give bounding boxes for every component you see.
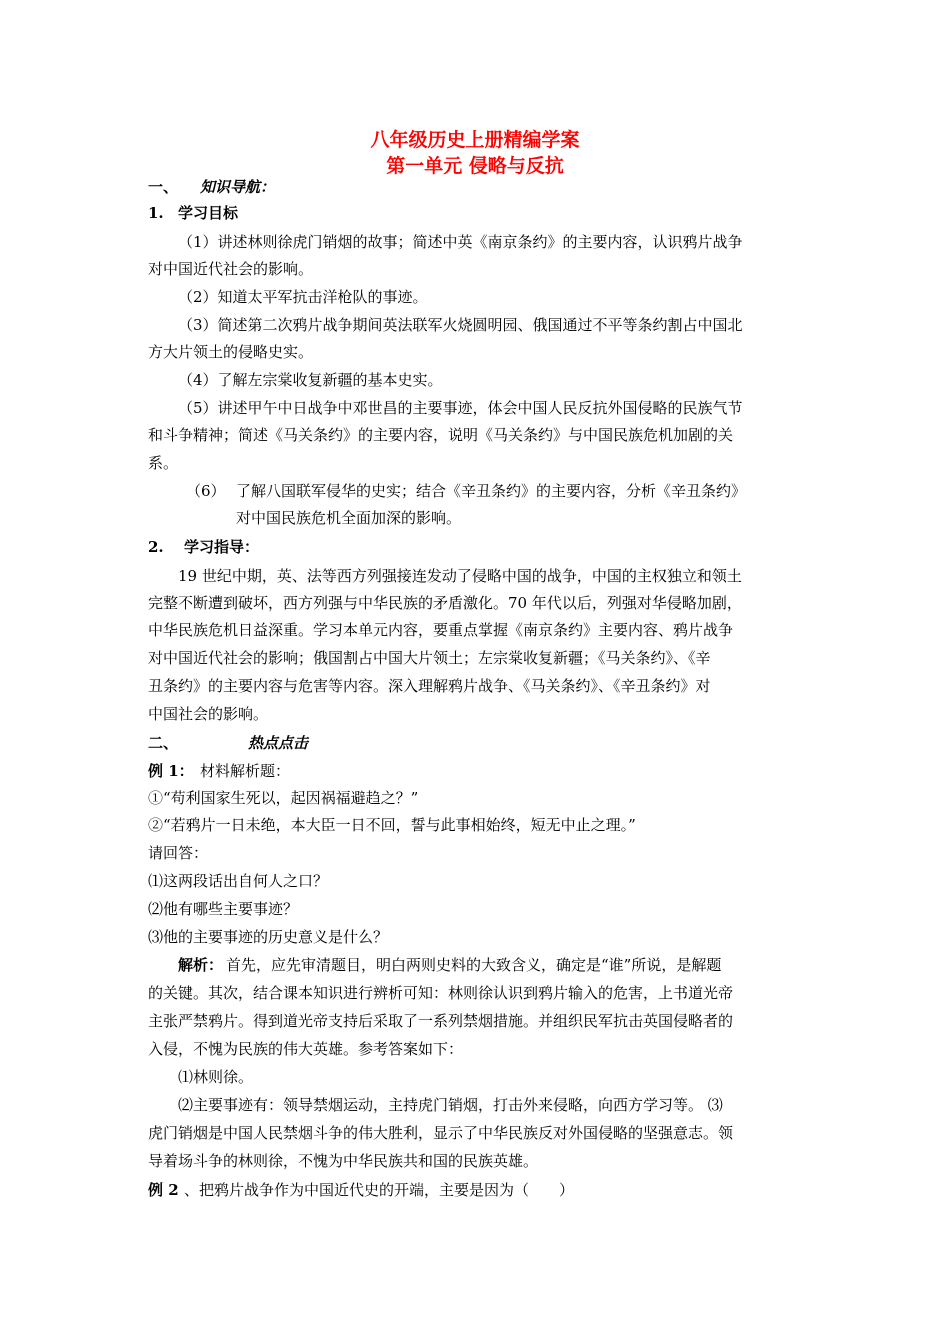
goals-number: 1.: [148, 204, 164, 222]
goal-item-3-cont: 方大片领土的侵略史实。: [148, 343, 314, 361]
guide-paragraph-line-5: 丑条约》的主要内容与危害等内容。深入理解鸦片战争、《马关条约》、《辛丑条约》对: [148, 677, 711, 695]
goal-item-6-number: （6）: [186, 482, 226, 500]
analysis-line-2: 的关键。其次，结合课本知识进行辨析可知：林则徐认识到鸦片输入的危害，上书道光帝: [148, 984, 734, 1002]
section2-heading: 热点点击: [248, 734, 309, 752]
unit-title: 第一单元 侵略与反抗: [386, 155, 564, 177]
example1-quote-2: ②“若鸦片一日未绝，本大臣一日不回，誓与此事相始终，短无中止之理。”: [148, 816, 636, 834]
guide-paragraph-line-6: 中国社会的影响。: [148, 705, 269, 723]
example2-question: 、把鸦片战争作为中国近代史的开端，主要是因为（ ）: [184, 1181, 575, 1199]
analysis-line-1: 首先，应先审清题目，明白两则史料的大致含义，确定是“谁”所说，是解题: [226, 956, 722, 974]
goal-item-6: 了解八国联军侵华的史实；结合《辛丑条约》的主要内容，分析《辛丑条约》: [236, 482, 747, 500]
answer-2-line-1: ⑵主要事迹有：领导禁烟运动，主持虎门销烟，打击外来侵略，向西方学习等。 ⑶: [178, 1096, 723, 1114]
goal-item-2: （2）知道太平军抗击洋枪队的事迹。: [178, 288, 428, 306]
goal-item-5: （5）讲述甲午中日战争中邓世昌的主要事迹，体会中国人民反抗外国侵略的民族气节: [178, 399, 743, 417]
goal-item-6-cont: 对中国民族危机全面加深的影响。: [236, 509, 462, 527]
goal-item-1: （1）讲述林则徐虎门销烟的故事；简述中英《南京条约》的主要内容，认识鸦片战争: [178, 233, 743, 251]
analysis-line-3: 主张严禁鸦片。得到道光帝支持后采取了一系列禁烟措施。并组织民军抗击英国侵略者的: [148, 1012, 734, 1030]
analysis-line-4: 入侵，不愧为民族的伟大英雄。参考答案如下：: [148, 1040, 464, 1058]
section1-heading: 知识导航：: [200, 178, 276, 196]
guide-paragraph-line-1: 19 世纪中期，英、法等西方列强接连发动了侵略中国的战争，中国的主权独立和领土: [178, 567, 742, 585]
section2-number: 二、: [148, 734, 179, 752]
document-title: 八年级历史上册精编学案: [370, 129, 580, 151]
goal-item-3: （3）简述第二次鸦片战争期间英法联军火烧圆明园、俄国通过不平等条约割占中国北: [178, 316, 743, 334]
analysis-label: 解析：: [178, 956, 224, 974]
guide-paragraph-line-3: 中华民族危机日益深重。学习本单元内容，要重点掌握《南京条约》主要内容、鸦片战争: [148, 621, 734, 639]
answer-1: ⑴林则徐。: [178, 1068, 254, 1086]
answer-2-line-2: 虎门销烟是中国人民禁烟斗争的伟大胜利，显示了中华民族反对外国侵略的坚强意志。领: [148, 1124, 734, 1142]
guide-paragraph-line-4: 对中国近代社会的影响；俄国割占中国大片领土；左宗棠收复新疆；《马关条约》、《辛: [148, 649, 711, 667]
goal-item-4: （4）了解左宗棠收复新疆的基本史实。: [178, 371, 443, 389]
example1-question-2: ⑵他有哪些主要事迹？: [148, 900, 299, 918]
example2-label: 例 2: [148, 1181, 179, 1199]
example1-quote-1: ①“苟利国家生死以，起因祸福避趋之？”: [148, 789, 419, 807]
guide-heading: 学习指导：: [184, 538, 260, 556]
section1-number: 一、: [148, 178, 179, 196]
example1-question-3: ⑶他的主要事迹的历史意义是什么？: [148, 928, 389, 946]
goal-item-5-cont-1: 和斗争精神；简述《马关条约》的主要内容，说明《马关条约》与中国民族危机加剧的关: [148, 426, 734, 444]
example1-question-1: ⑴这两段话出自何人之口？: [148, 872, 329, 890]
goal-item-5-cont-2: 系。: [148, 454, 179, 472]
example1-label: 例 1：: [148, 762, 194, 780]
guide-paragraph-line-2: 完整不断遭到破坏，西方列强与中华民族的矛盾激化。70 年代以后，列强对华侵略加剧，: [148, 594, 742, 612]
example1-prompt: 请回答：: [148, 844, 209, 862]
guide-number: 2.: [148, 538, 164, 556]
answer-2-line-3: 导着场斗争的林则徐，不愧为中华民族共和国的民族英雄。: [148, 1152, 539, 1170]
goals-heading: 学习目标: [178, 204, 239, 222]
goal-item-1-cont: 对中国近代社会的影响。: [148, 260, 314, 278]
example1-type: 材料解析题：: [200, 762, 291, 780]
